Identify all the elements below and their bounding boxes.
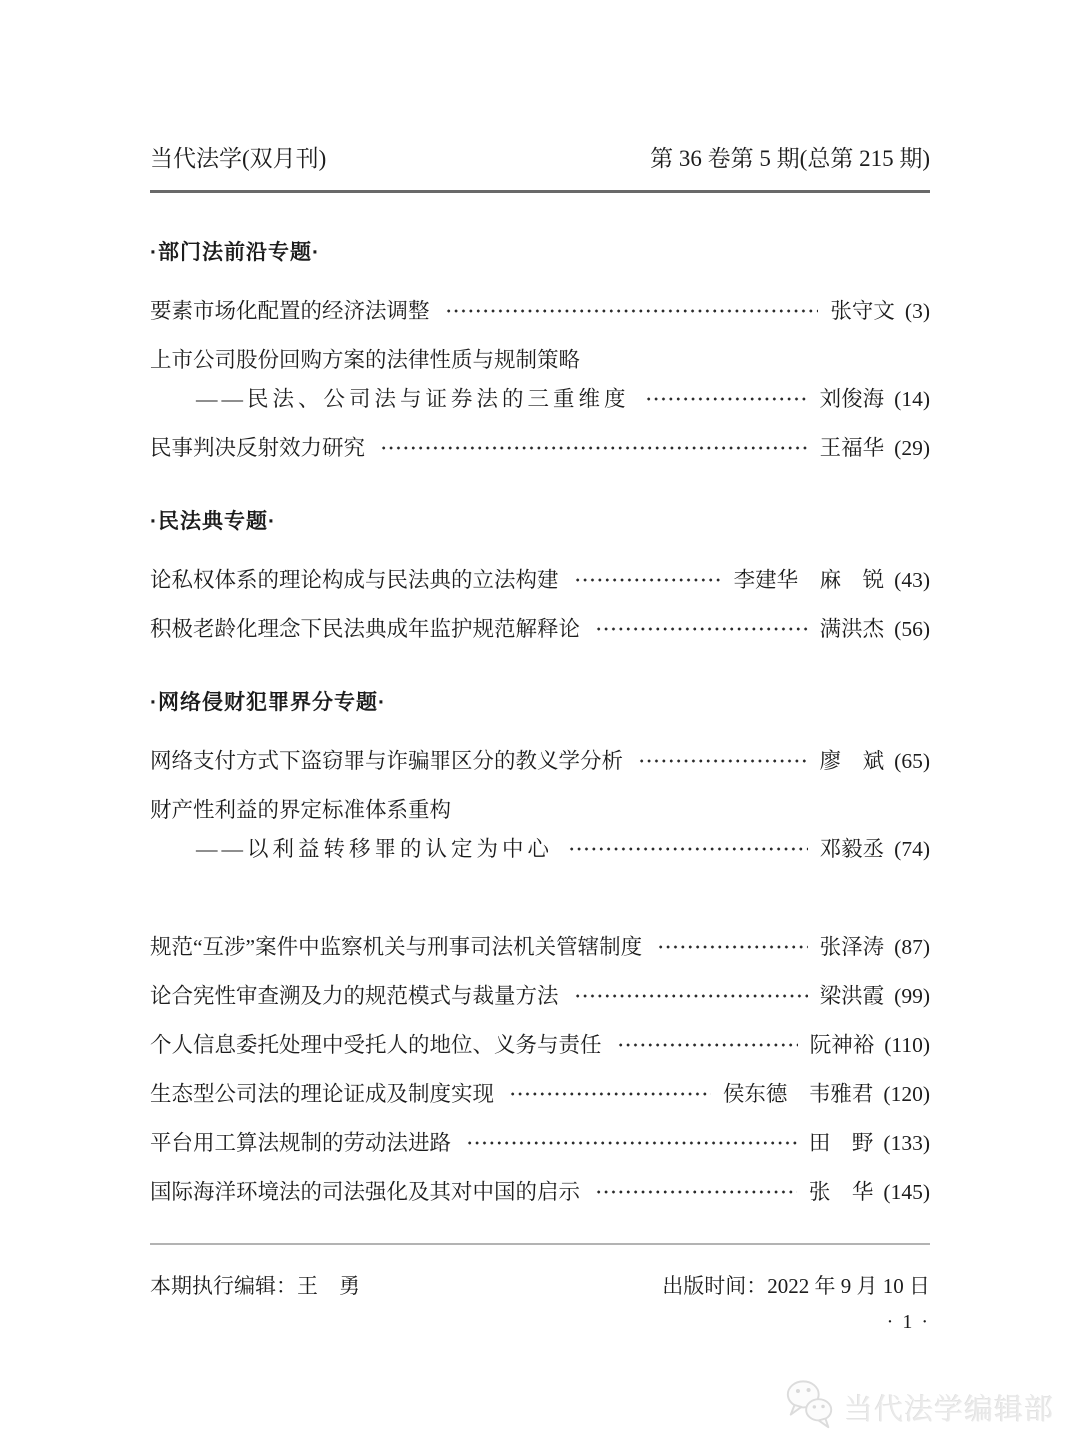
article-authors: 张泽涛	[819, 935, 885, 959]
article-title: 平台用工算法规制的劳动法进路	[150, 1131, 452, 1155]
dot-leader	[509, 1087, 711, 1101]
issue-info: 第 36 卷第 5 期(总第 215 期)	[650, 146, 930, 171]
article-page: (43)	[894, 568, 930, 592]
entry-line	[150, 1129, 930, 1157]
entry-subline	[150, 835, 930, 863]
entry-line	[150, 1178, 930, 1206]
dot-leader	[574, 573, 722, 587]
toc-entry	[150, 346, 930, 413]
entry-line	[150, 982, 930, 1010]
article-authors: 邓毅丞	[819, 837, 885, 861]
dot-leader	[657, 940, 808, 954]
dot-leader	[595, 1185, 797, 1199]
toc-entry	[150, 1178, 930, 1206]
article-title: 网络支付方式下盗窃罪与诈骗罪区分的教义学分析	[150, 749, 624, 773]
toc-entry	[150, 1129, 930, 1157]
article-page: (87)	[894, 935, 930, 959]
entry-line	[150, 346, 930, 374]
entry-line	[150, 297, 930, 325]
article-title: 积极老龄化理念下民法典成年监护规范解释论	[150, 617, 581, 641]
article-page: (3)	[904, 299, 930, 323]
article-page: (56)	[894, 617, 930, 641]
entry-line	[150, 1031, 930, 1059]
article-title: 论私权体系的理论构成与民法典的立法构建	[150, 568, 559, 592]
executive-editor: 本期执行编辑：王 勇	[150, 1274, 360, 1298]
article-authors: 廖 斌	[819, 749, 885, 773]
entry-line	[150, 566, 930, 594]
toc-entry	[150, 615, 930, 643]
article-page: (74)	[894, 837, 930, 861]
article-authors: 李建华 麻 锐	[733, 568, 885, 592]
article-title: 生态型公司法的理论证成及制度实现	[150, 1082, 495, 1106]
page-content	[150, 0, 930, 1227]
footer-info-row	[150, 1272, 930, 1300]
watermark	[783, 1378, 1054, 1437]
article-title: 要素市场化配置的经济法调整	[150, 299, 430, 323]
article-page: (65)	[894, 749, 930, 773]
toc-entry	[150, 933, 930, 961]
article-title: 上市公司股份回购方案的法律性质与规制策略	[150, 348, 581, 372]
toc-section	[150, 508, 930, 643]
page-footer	[150, 1243, 930, 1334]
article-title: 民事判决反射效力研究	[150, 436, 366, 460]
header-divider	[150, 190, 930, 193]
toc-entry	[150, 1080, 930, 1108]
article-authors: 田 野	[808, 1131, 874, 1155]
entry-line	[150, 1080, 930, 1108]
article-title: 财产性利益的界定标准体系重构	[150, 798, 452, 822]
page-header	[150, 0, 930, 174]
toc-entry	[150, 434, 930, 462]
toc-entry	[150, 747, 930, 775]
article-authors: 王福华	[819, 436, 885, 460]
toc-entry	[150, 566, 930, 594]
article-authors: 张守文	[830, 299, 895, 323]
section-title: ·部门法前沿专题·	[150, 241, 320, 264]
dot-leader	[568, 842, 808, 856]
dot-leader	[595, 622, 808, 636]
article-authors: 满洪杰	[819, 617, 885, 641]
article-page: (133)	[883, 1131, 930, 1155]
toc-section	[150, 239, 930, 462]
article-title: 规范“互涉”案件中监察机关与刑事司法机关管辖制度	[150, 935, 643, 959]
entry-subline	[150, 385, 930, 413]
footer-divider	[150, 1243, 930, 1245]
article-authors: 侯东德 韦雅君	[722, 1082, 874, 1106]
toc	[150, 239, 930, 1206]
page-number: · 1 ·	[886, 1311, 930, 1333]
toc-entry	[150, 297, 930, 325]
article-page: (145)	[883, 1180, 930, 1204]
dot-leader	[645, 392, 808, 406]
article-page: (99)	[894, 984, 930, 1008]
toc-entry	[150, 1031, 930, 1059]
entry-line	[150, 796, 930, 824]
toc-section	[150, 933, 930, 1206]
article-title: 论合宪性审查溯及力的规范模式与裁量方法	[150, 984, 559, 1008]
article-page: (120)	[883, 1082, 930, 1106]
article-page: (14)	[894, 387, 930, 411]
journal-title: 当代法学(双月刊)	[150, 146, 327, 171]
article-authors: 梁洪霞	[819, 984, 885, 1008]
dot-leader	[466, 1136, 797, 1150]
article-title: 个人信息委托处理中受托人的地位、义务与责任	[150, 1033, 602, 1057]
toc-entry	[150, 796, 930, 863]
article-subtitle: ——民法、公司法与证券法的三重维度	[196, 387, 630, 411]
article-page: (110)	[884, 1033, 930, 1057]
article-authors: 刘俊海	[819, 387, 885, 411]
dot-leader	[617, 1038, 798, 1052]
toc-section	[150, 689, 930, 863]
section-title: ·民法典专题·	[150, 510, 276, 533]
toc-entry	[150, 982, 930, 1010]
dot-leader	[380, 441, 808, 455]
article-subtitle: ——以利益转移罪的认定为中心	[196, 837, 554, 861]
section-title: ·网络侵财犯罪界分专题·	[150, 691, 386, 714]
entry-line	[150, 747, 930, 775]
entry-line	[150, 434, 930, 462]
dot-leader	[574, 989, 808, 1003]
article-authors: 张 华	[808, 1180, 874, 1204]
article-authors: 阮神裕	[809, 1033, 875, 1057]
publish-date: 出版时间：2022 年 9 月 10 日	[662, 1274, 930, 1298]
dot-leader	[445, 304, 819, 318]
dot-leader	[638, 754, 808, 768]
wechat-icon	[783, 1378, 837, 1437]
article-title: 国际海洋环境法的司法强化及其对中国的启示	[150, 1180, 581, 1204]
watermark-text: 当代法学编辑部	[843, 1394, 1054, 1426]
article-page: (29)	[894, 436, 930, 460]
entry-line	[150, 615, 930, 643]
entry-line	[150, 933, 930, 961]
